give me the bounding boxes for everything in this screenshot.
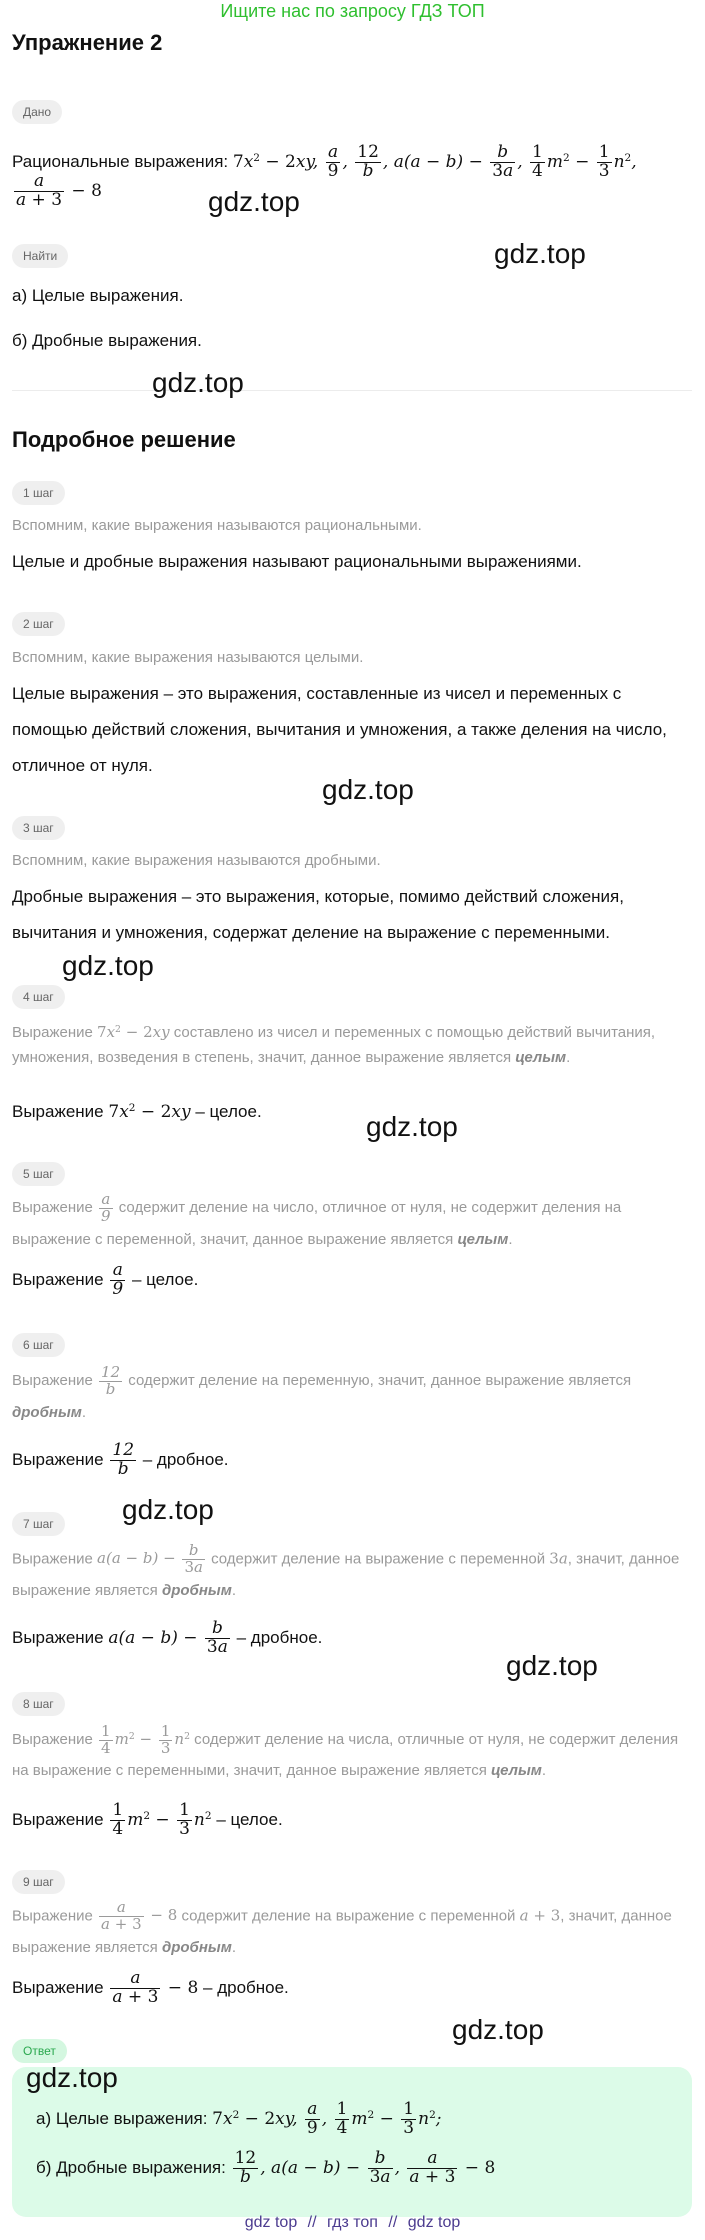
step-6-badge: 6 шаг	[12, 1333, 65, 1357]
watermark: gdz.top	[62, 950, 154, 981]
step-7-badge: 7 шаг	[12, 1512, 65, 1536]
footer-link[interactable]: gdz top	[407, 2214, 461, 2231]
search-banner: Ищите нас по запросу ГДЗ ТОП	[220, 1, 485, 21]
step-1-badge: 1 шаг	[12, 481, 65, 505]
footer-link[interactable]: гдз топ	[327, 2214, 378, 2231]
step-5-hint: Выражение $\frac{a}{9}$ содержит деление на число, отличное от нуля, не содержит деления на выражение с переменной, значит, данное выражение является целым.	[12, 1190, 622, 1248]
step-8-hint: Выражение $\frac{1}{4}$ $m^2$ − $\frac{1}{3}$ $n^2$ содержит деление на числа, отличные от нуля, не содержит деления на выражение с переменными, значит, данное выражение является целым.	[12, 1721, 679, 1780]
watermark: gdz.top	[452, 2014, 544, 2045]
step-6-result: Выражение $\frac{12}{b}$ – дробное.	[12, 1440, 229, 1480]
step-3-badge: 3 шаг	[12, 816, 65, 840]
step-8-result: Выражение $\frac{1}{4}$ $m^2$ − $\frac{1}{3}$ $n^2$ – целое.	[12, 1799, 283, 1839]
step-5-badge: 5 шаг	[12, 1162, 65, 1186]
find-item-b: б) Дробные выражения.	[12, 331, 202, 350]
step-7-result: Выражение a(a − b) − $\frac{b}{3a}$ – дробное.	[12, 1618, 323, 1657]
footer-link[interactable]: gdz top	[244, 2214, 298, 2231]
given-prefix: Рациональные выражения:	[12, 151, 229, 171]
watermark: gdz.top	[152, 367, 244, 398]
step-7-hint: Выражение a(a − b) − $\frac{b}{3a}$ содержит деление на выражение с переменной 3a, значит, данное выражение является дробным.	[12, 1541, 680, 1599]
step-6-hint: Выражение $\frac{12}{b}$ содержит деление на переменную, значит, данное выражение является дробным.	[12, 1363, 632, 1421]
step-1-text: Целые и дробные выражения называют рациональными выражениями.	[12, 552, 582, 571]
answer-line-b: б) Дробные выражения: $\frac{12}{b}$ , a(a − b) − $\frac{b}{3a}$ , $\frac{a}{a + 3}$ − 8	[36, 2148, 496, 2187]
watermark: gdz.top	[322, 774, 414, 805]
step-3-hint: Вспомним, какие выражения называются дробными.	[12, 852, 381, 869]
step-9-result: Выражение $\frac{a}{a + 3}$ − 8 – дробное.	[12, 1968, 289, 2007]
step-8-badge: 8 шаг	[12, 1692, 65, 1716]
watermark: gdz.top	[208, 186, 300, 217]
step-4-badge: 4 шаг	[12, 985, 65, 1009]
watermark: gdz.top	[506, 1650, 598, 1681]
given-text-continued: $\frac{a}{a + 3}$ − 8	[16, 171, 102, 210]
solution-title: Подробное решение	[12, 427, 236, 452]
step-4-hint: Выражение $7x^2 - 2xy$ составлено из чисел и переменных с помощью действий вычитания, умножения, возведения в степень, значит, данное выражение является целым.	[12, 1023, 656, 1067]
given-expressions: $7x^2 - 2xy$, $\frac{a}{9}$ , $\frac{12}{b}$ , a(a − b) − $\frac{b}{3a}$ , $\frac{1}{4}$ $m^2$ − $\frac{1}{3}$ $n^2$,	[232, 141, 637, 181]
watermark: gdz.top	[494, 238, 586, 269]
footer-separator: //	[307, 2214, 317, 2231]
divider	[12, 390, 692, 391]
step-3-text: Дробные выражения – это выражения, которые, помимо действий сложения, вычитания и умножения, содержат деление на выражение с переменными.	[12, 887, 624, 942]
find-badge: Найти	[12, 244, 68, 268]
footer-links	[0, 2214, 705, 2232]
watermark: gdz.top	[366, 1111, 458, 1142]
page-title: Упражнение 2	[12, 30, 163, 55]
watermark: gdz.top	[26, 2062, 118, 2093]
step-4-result: Выражение $7x^2 - 2xy$ – целое.	[12, 1101, 262, 1122]
find-item-a: а) Целые выражения.	[12, 286, 184, 305]
step-5-result: Выражение $\frac{a}{9}$ – целое.	[12, 1260, 199, 1300]
answer-line-a: а) Целые выражения: $7x^2 - 2xy$, $\frac{a}{9}$ , $\frac{1}{4}$ $m^2$ − $\frac{1}{3}$ $n^2$;	[36, 2098, 442, 2138]
footer-separator: //	[388, 2214, 398, 2231]
step-2-text: Целые выражения – это выражения, составленные из чисел и переменных с помощью действий сложения, вычитания и умножения, а также деления на число, отличное от нуля.	[12, 684, 667, 775]
step-9-badge: 9 шаг	[12, 1870, 65, 1894]
answer-badge: Ответ	[12, 2039, 67, 2063]
step-2-hint: Вспомним, какие выражения называются целыми.	[12, 649, 364, 666]
step-2-badge: 2 шаг	[12, 612, 65, 636]
given-badge: Дано	[12, 100, 62, 124]
watermark: gdz.top	[122, 1494, 214, 1525]
step-1-hint: Вспомним, какие выражения называются рациональными.	[12, 517, 422, 534]
step-9-hint: Выражение $\frac{a}{a + 3}$ − 8 содержит деление на выражение с переменной a + 3, значит, данное выражение является дробным.	[12, 1898, 672, 1956]
